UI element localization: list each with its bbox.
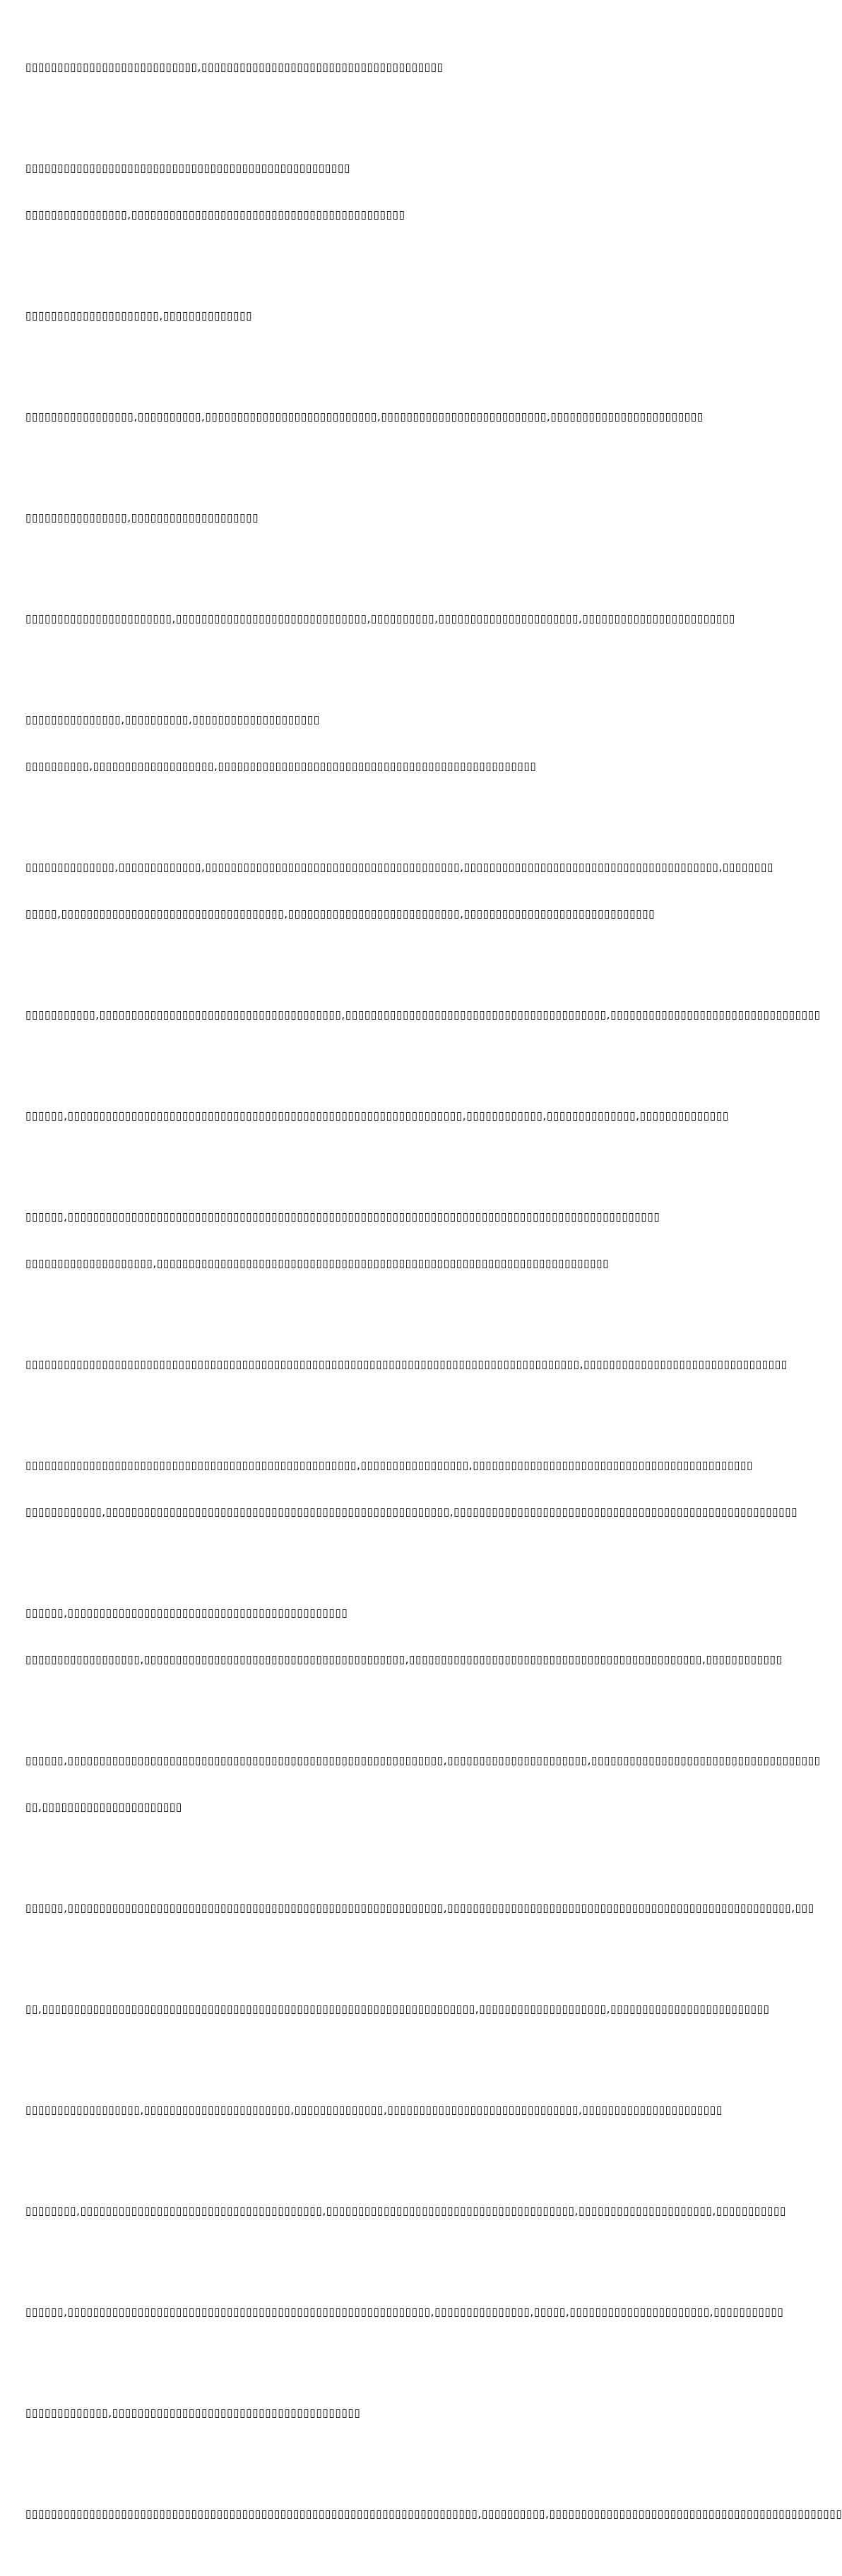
paragraph (25, 2374, 699, 2452)
paragraph (25, 28, 699, 106)
text-line: ▯▯▯▯▯▯▯▯▯▯▯▯▯▯▯▯▯▯▯▯▯▯▯▯▯▯▯▯▯▯▯▯▯▯▯▯▯▯▯▯▯▯▯▯▯▯▯▯▯▯▯▯,▯▯▯▯▯▯▯▯▯▯▯▯▯▯▯▯▯,▯▯▯▯▯▯▯▯▯▯▯▯▯▯▯▯▯▯▯▯▯▯▯▯▯▯▯▯▯▯▯▯▯▯▯▯▯▯▯▯▯▯▯▯ (25, 1459, 754, 1472)
paragraph (25, 2071, 723, 2149)
text-line: ▯▯▯▯▯▯▯▯,▯▯▯▯▯▯▯▯▯▯▯▯▯▯▯▯▯▯▯▯▯▯▯▯▯▯▯▯▯▯▯▯▯▯▯▯▯▯,▯▯▯▯▯▯▯▯▯▯▯▯▯▯▯▯▯▯▯▯▯▯▯▯▯▯▯▯▯▯▯▯▯▯▯▯▯▯▯,▯▯▯▯▯▯▯▯▯▯▯▯▯▯▯▯▯▯▯▯▯,▯▯▯▯▯▯▯▯▯▯▯ (25, 2205, 787, 2217)
text-line: ▯▯,▯▯▯▯▯▯▯▯▯▯▯▯▯▯▯▯▯▯▯▯▯▯ (25, 1801, 182, 1813)
text-line: ▯▯▯▯▯▯▯▯▯▯▯▯▯▯▯▯,▯▯▯▯▯▯▯▯▯▯▯▯▯▯▯▯▯▯▯▯▯▯▯▯▯▯▯▯▯▯▯▯▯▯▯▯▯▯▯▯▯▯▯ (25, 208, 405, 221)
text-line: ▯▯▯▯▯▯▯▯▯▯▯▯▯▯▯▯▯▯,▯▯▯▯▯▯▯▯▯▯▯▯▯▯▯▯▯▯▯▯▯▯▯,▯▯▯▯▯▯▯▯▯▯▯▯▯▯,▯▯▯▯▯▯▯▯▯▯▯▯▯▯▯▯▯▯▯▯▯▯▯▯▯▯▯▯▯▯,▯▯▯▯▯▯▯▯▯▯▯▯▯▯▯▯▯▯▯▯▯▯ (25, 2104, 723, 2116)
text-line: ▯▯▯▯▯▯▯▯▯▯▯▯▯▯▯▯▯▯,▯▯▯▯▯▯▯▯▯▯▯▯▯▯▯▯▯▯▯▯▯▯▯▯▯▯▯▯▯▯▯▯▯▯▯▯▯▯▯▯▯,▯▯▯▯▯▯▯▯▯▯▯▯▯▯▯▯▯▯▯▯▯▯▯▯▯▯▯▯▯▯▯▯▯▯▯▯▯▯▯▯▯▯▯▯▯▯,▯▯▯▯▯▯▯▯▯▯▯▯ (25, 1653, 783, 1666)
text-line: ▯▯▯▯▯▯,▯▯▯▯▯▯▯▯▯▯▯▯▯▯▯▯▯▯▯▯▯▯▯▯▯▯▯▯▯▯▯▯▯▯▯▯▯▯▯▯▯▯▯▯▯▯▯▯▯▯▯▯▯▯▯▯▯,▯▯▯▯▯▯▯▯▯▯▯▯▯▯▯,▯▯▯▯▯,▯▯▯▯▯▯▯▯▯▯▯▯▯▯▯▯▯▯▯▯▯▯,▯▯▯▯▯▯▯▯▯▯▯ (25, 2306, 784, 2318)
text-line: ▯▯▯▯▯▯▯▯▯▯▯▯▯▯▯▯▯▯▯▯▯▯▯▯▯▯▯▯▯▯▯▯▯▯▯▯▯▯▯▯▯▯▯▯▯▯▯▯▯▯▯ (25, 162, 350, 174)
paragraph (25, 2475, 842, 2553)
paragraph (25, 828, 773, 953)
paragraph (25, 976, 821, 1054)
text-line: ▯▯▯▯▯▯▯▯▯▯▯▯▯▯,▯▯▯▯▯▯▯▯▯▯▯▯▯,▯▯▯▯▯▯▯▯▯▯▯▯▯▯▯▯▯▯▯▯▯▯▯▯▯▯▯▯▯▯▯▯▯▯▯▯▯▯▯▯,▯▯▯▯▯▯▯▯▯▯▯▯▯▯▯▯▯▯▯▯▯▯▯▯▯▯▯▯▯▯▯▯▯▯▯▯▯▯▯▯,▯▯▯▯▯▯▯▯ (25, 861, 773, 873)
text-line: ▯▯▯▯▯▯▯▯▯▯▯,▯▯▯▯▯▯▯▯▯▯▯▯▯▯▯▯▯▯▯▯▯▯▯▯▯▯▯▯▯▯▯▯▯▯▯▯▯▯,▯▯▯▯▯▯▯▯▯▯▯▯▯▯▯▯▯▯▯▯▯▯▯▯▯▯▯▯▯▯▯▯▯▯▯▯▯▯▯▯▯,▯▯▯▯▯▯▯▯▯▯▯▯▯▯▯▯▯▯▯▯▯▯▯▯▯▯▯▯▯▯▯▯▯ (25, 1008, 821, 1021)
paragraph (25, 1325, 788, 1403)
text-line: ▯▯▯▯▯▯,▯▯▯▯▯▯▯▯▯▯▯▯▯▯▯▯▯▯▯▯▯▯▯▯▯▯▯▯▯▯▯▯▯▯▯▯▯▯▯▯▯▯▯▯ (25, 1606, 348, 1619)
text-line: ▯▯▯▯▯,▯▯▯▯▯▯▯▯▯▯▯▯▯▯▯▯▯▯▯▯▯▯▯▯▯▯▯▯▯▯▯▯▯▯▯,▯▯▯▯▯▯▯▯▯▯▯▯▯▯▯▯▯▯▯▯▯▯▯▯▯▯▯,▯▯▯▯▯▯▯▯▯▯▯▯▯▯▯▯▯▯▯▯▯▯▯▯▯▯▯▯▯▯ (25, 907, 656, 920)
text-line: ▯▯▯▯▯▯▯▯▯▯▯▯▯▯▯▯▯▯▯▯▯▯▯▯▯▯▯▯▯▯▯▯▯▯▯▯▯▯▯▯▯▯▯▯▯▯▯▯▯▯▯▯▯▯▯▯▯▯▯▯▯▯▯▯▯▯▯▯▯▯▯,▯▯▯▯▯▯▯▯▯▯,▯▯▯▯▯▯▯▯▯▯▯▯▯▯▯▯▯▯▯▯▯▯▯▯▯▯▯▯▯▯▯▯▯▯▯▯▯▯▯▯▯▯▯▯▯▯ (25, 2508, 842, 2520)
text-line: ▯▯▯▯▯▯,▯▯▯▯▯▯▯▯▯▯▯▯▯▯▯▯▯▯▯▯▯▯▯▯▯▯▯▯▯▯▯▯▯▯▯▯▯▯▯▯▯▯▯▯▯▯▯▯▯▯▯▯▯▯▯▯▯▯▯,▯▯▯▯▯▯▯▯▯▯▯▯▯▯▯▯▯▯▯▯▯▯▯▯▯▯▯▯▯▯▯▯▯▯▯▯▯▯▯▯▯▯▯▯▯▯▯▯▯▯▯▯▯▯,▯▯▯ (25, 1902, 814, 1914)
paragraph (25, 277, 699, 354)
text-line: ▯▯▯▯▯▯▯▯▯▯▯▯▯▯▯▯▯▯▯▯▯▯▯▯▯▯▯,▯▯▯▯▯▯▯▯▯▯▯▯▯▯▯▯▯▯▯▯▯▯▯▯▯▯▯▯▯▯▯▯▯▯▯▯▯▯ (25, 61, 444, 73)
paragraph (25, 2273, 784, 2351)
paragraph (25, 1970, 770, 2048)
paragraph (25, 479, 699, 556)
paragraph (25, 378, 704, 455)
paragraph (25, 1574, 783, 1698)
paragraph (25, 1869, 814, 1947)
paragraph (25, 1722, 821, 1846)
text-line: ▯▯▯▯▯▯▯▯▯▯,▯▯▯▯▯▯▯▯▯▯▯▯▯▯▯▯▯▯▯,▯▯▯▯▯▯▯▯▯▯▯▯▯▯▯▯▯▯▯▯▯▯▯▯▯▯▯▯▯▯▯▯▯▯▯▯▯▯▯▯▯▯▯▯▯▯▯▯▯▯ (25, 760, 537, 773)
paragraph (25, 129, 699, 254)
document-body (25, 28, 842, 2576)
text-line: ▯▯▯▯▯▯▯▯▯▯▯▯▯,▯▯▯▯▯▯▯▯▯▯▯▯▯▯▯▯▯▯▯▯▯▯▯▯▯▯▯▯▯▯▯▯▯▯▯▯▯▯▯ (25, 2407, 361, 2419)
text-line: ▯▯▯▯▯▯▯▯▯▯▯▯,▯▯▯▯▯▯▯▯▯▯▯▯▯▯▯▯▯▯▯▯▯▯▯▯▯▯▯▯▯▯▯▯▯▯▯▯▯▯▯▯▯▯▯▯▯▯▯▯▯▯▯▯▯▯,▯▯▯▯▯▯▯▯▯▯▯▯▯▯▯▯▯▯▯▯▯▯▯▯▯▯▯▯▯▯▯▯▯▯▯▯▯▯▯▯▯▯▯▯▯▯▯▯▯▯▯▯▯▯ (25, 1505, 798, 1518)
text-line: ▯▯▯▯▯▯,▯▯▯▯▯▯▯▯▯▯▯▯▯▯▯▯▯▯▯▯▯▯▯▯▯▯▯▯▯▯▯▯▯▯▯▯▯▯▯▯▯▯▯▯▯▯▯▯▯▯▯▯▯▯▯▯▯▯▯▯▯▯,▯▯▯▯▯▯▯▯▯▯▯▯,▯▯▯▯▯▯▯▯▯▯▯▯▯▯,▯▯▯▯▯▯▯▯▯▯▯▯▯▯ (25, 1109, 729, 1122)
paragraph (25, 1426, 798, 1551)
text-line: ▯▯▯▯▯▯▯▯▯▯▯▯▯▯▯▯▯▯▯▯,▯▯▯▯▯▯▯▯▯▯▯▯▯▯▯▯▯▯▯▯▯▯▯▯▯▯▯▯▯▯▯▯▯▯▯▯▯▯▯▯▯▯▯▯▯▯▯▯▯▯▯▯▯▯▯▯▯▯▯▯▯▯▯▯▯▯▯▯▯▯▯ (25, 1257, 610, 1270)
paragraph (25, 1077, 729, 1155)
text-line: ▯▯▯▯▯▯▯▯▯▯▯▯▯▯▯,▯▯▯▯▯▯▯▯▯▯,▯▯▯▯▯▯▯▯▯▯▯▯▯▯▯▯▯▯▯▯ (25, 713, 320, 726)
text-line: ▯▯▯▯▯▯,▯▯▯▯▯▯▯▯▯▯▯▯▯▯▯▯▯▯▯▯▯▯▯▯▯▯▯▯▯▯▯▯▯▯▯▯▯▯▯▯▯▯▯▯▯▯▯▯▯▯▯▯▯▯▯▯▯▯▯,▯▯▯▯▯▯▯▯▯▯▯▯▯▯▯▯▯▯▯▯▯▯,▯▯▯▯▯▯▯▯▯▯▯▯▯▯▯▯▯▯▯▯▯▯▯▯▯▯▯▯▯▯▯▯▯▯▯▯ (25, 1754, 821, 1767)
text-line: ▯▯▯▯▯▯▯▯▯▯▯▯▯▯▯▯▯▯▯▯▯,▯▯▯▯▯▯▯▯▯▯▯▯▯▯ (25, 309, 253, 322)
text-line: ▯▯,▯▯▯▯▯▯▯▯▯▯▯▯▯▯▯▯▯▯▯▯▯▯▯▯▯▯▯▯▯▯▯▯▯▯▯▯▯▯▯▯▯▯▯▯▯▯▯▯▯▯▯▯▯▯▯▯▯▯▯▯▯▯▯▯▯▯▯▯,▯▯▯▯▯▯▯▯▯▯▯▯▯▯▯▯▯▯▯▯,▯▯▯▯▯▯▯▯▯▯▯▯▯▯▯▯▯▯▯▯▯▯▯▯▯ (25, 2003, 770, 2015)
text-line: ▯▯▯▯▯▯▯▯▯▯▯▯▯▯▯▯▯▯▯▯▯▯▯▯▯▯▯▯▯▯▯▯▯▯▯▯▯▯▯▯▯▯▯▯▯▯▯▯▯▯▯▯▯▯▯▯▯▯▯▯▯▯▯▯▯▯▯▯▯▯▯▯▯▯▯▯▯▯▯▯▯▯▯▯▯▯▯,▯▯▯▯▯▯▯▯▯▯▯▯▯▯▯▯▯▯▯▯▯▯▯▯▯▯▯▯▯▯▯▯ (25, 1358, 788, 1371)
paragraph (25, 681, 699, 805)
text-line: ▯▯▯▯▯▯▯▯▯▯▯▯▯▯▯▯▯▯▯▯▯▯▯,▯▯▯▯▯▯▯▯▯▯▯▯▯▯▯▯▯▯▯▯▯▯▯▯▯▯▯▯▯▯,▯▯▯▯▯▯▯▯▯▯,▯▯▯▯▯▯▯▯▯▯▯▯▯▯▯▯▯▯▯▯▯▯,▯▯▯▯▯▯▯▯▯▯▯▯▯▯▯▯▯▯▯▯▯▯▯▯ (25, 612, 735, 625)
paragraph (25, 2172, 787, 2250)
paragraph (25, 1178, 699, 1302)
text-line: ▯▯▯▯▯▯▯▯▯▯▯▯▯▯▯▯▯,▯▯▯▯▯▯▯▯▯▯,▯▯▯▯▯▯▯▯▯▯▯▯▯▯▯▯▯▯▯▯▯▯▯▯▯▯▯,▯▯▯▯▯▯▯▯▯▯▯▯▯▯▯▯▯▯▯▯▯▯▯▯▯▯,▯▯▯▯▯▯▯▯▯▯▯▯▯▯▯▯▯▯▯▯▯▯▯▯ (25, 410, 704, 423)
text-line: ▯▯▯▯▯▯,▯▯▯▯▯▯▯▯▯▯▯▯▯▯▯▯▯▯▯▯▯▯▯▯▯▯▯▯▯▯▯▯▯▯▯▯▯▯▯▯▯▯▯▯▯▯▯▯▯▯▯▯▯▯▯▯▯▯▯▯▯▯▯▯▯▯▯▯▯▯▯▯▯▯▯▯▯▯▯▯▯▯▯▯▯▯▯▯▯▯▯▯▯ (25, 1210, 660, 1223)
text-line: ▯▯▯▯▯▯▯▯▯▯▯▯▯▯▯▯,▯▯▯▯▯▯▯▯▯▯▯▯▯▯▯▯▯▯▯▯ (25, 511, 259, 524)
paragraph (25, 580, 735, 657)
